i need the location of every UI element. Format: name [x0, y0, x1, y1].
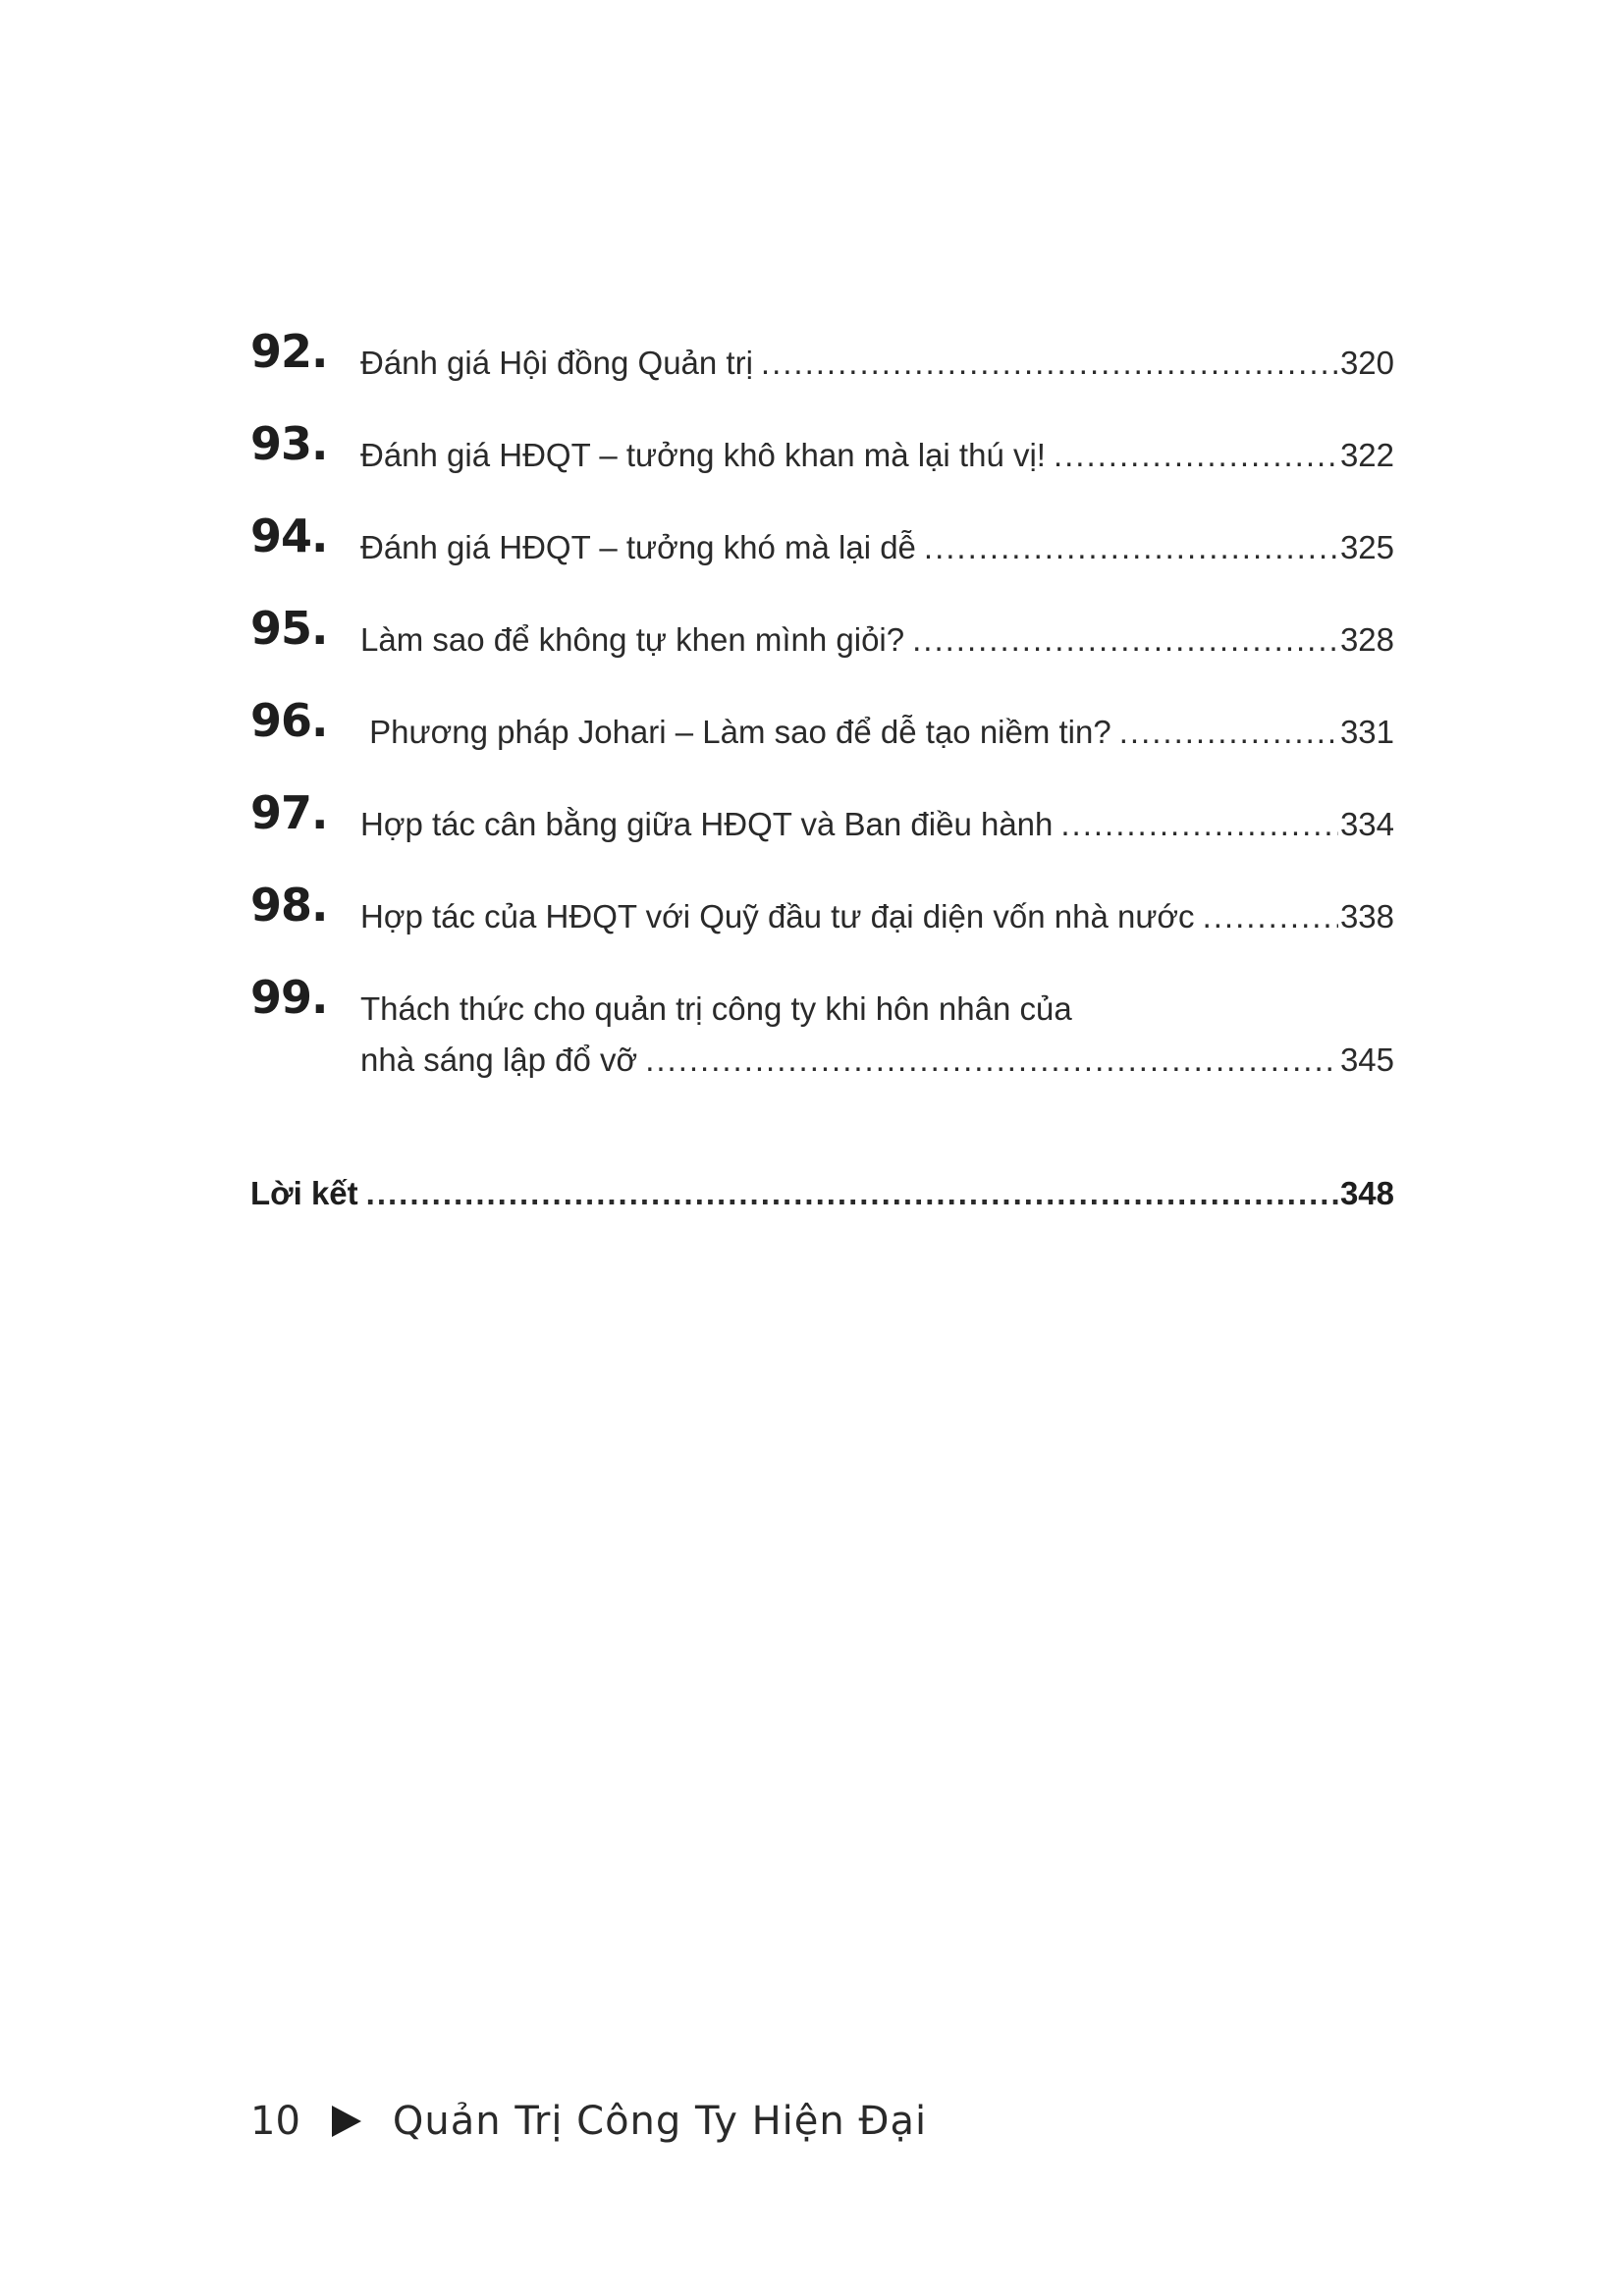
entry-number: 93.: [250, 417, 328, 470]
entry-title: Hợp tác cân bằng giữa HĐQT và Ban điều hành: [360, 806, 1054, 842]
entry-title: Đánh giá HĐQT – tưởng khô khan mà lại thú vị!: [360, 437, 1046, 473]
entry-title-line-2: nhà sáng lập đổ vỡ: [360, 1041, 638, 1078]
entry-title: Đánh giá Hội đồng Quản trị: [360, 345, 753, 381]
entry-title: Phương pháp Johari – Làm sao để dễ tạo niềm tin?: [360, 714, 1111, 750]
play-triangle-icon: [332, 2106, 361, 2137]
entry-page: 320: [1339, 345, 1394, 381]
dot-leader: [1203, 891, 1338, 942]
dot-leader: [1119, 707, 1338, 758]
book-title: Quản Trị Công Ty Hiện Đại: [392, 2099, 928, 2144]
toc-entry-92[interactable]: [250, 324, 1394, 416]
dot-leader: [1060, 799, 1338, 850]
dot-leader: [1054, 430, 1338, 481]
entry-page: 345: [1339, 1041, 1394, 1078]
toc-closing-entry[interactable]: [250, 1168, 1394, 1219]
entry-number: 94.: [250, 509, 328, 562]
toc-entry-97[interactable]: [250, 785, 1394, 878]
entry-number: 98.: [250, 879, 328, 932]
entry-number: 92.: [250, 325, 328, 378]
toc-entry-93[interactable]: [250, 416, 1394, 508]
toc-entry-96[interactable]: [250, 693, 1394, 785]
entry-page: 322: [1339, 437, 1394, 473]
closing-page: 348: [1339, 1175, 1394, 1211]
entry-page: 334: [1339, 806, 1394, 842]
entry-title: Làm sao để không tự khen mình giỏi?: [360, 621, 905, 658]
closing-title: Lời kết: [250, 1175, 358, 1211]
entry-page: 328: [1339, 621, 1394, 658]
toc-entry-94[interactable]: [250, 508, 1394, 601]
entry-title: Hợp tác của HĐQT với Quỹ đầu tư đại diện vốn nhà nước: [360, 898, 1195, 934]
dot-leader: [912, 614, 1338, 666]
dot-leader: [645, 1035, 1338, 1086]
page-number: 10: [250, 2099, 300, 2144]
toc-entry-99[interactable]: [250, 970, 1394, 1099]
table-of-contents: [250, 324, 1394, 1099]
entry-number: 96.: [250, 694, 328, 747]
entry-page: 331: [1339, 714, 1394, 750]
toc-entry-95[interactable]: [250, 601, 1394, 693]
entry-number: 97.: [250, 786, 328, 839]
entry-number: 99.: [250, 971, 328, 1024]
dot-leader: [366, 1168, 1338, 1219]
toc-entry-98[interactable]: [250, 878, 1394, 970]
entry-title: Đánh giá HĐQT – tưởng khó mà lại dễ: [360, 529, 916, 565]
entry-page: 338: [1339, 898, 1394, 934]
page-footer: [250, 2099, 927, 2144]
dot-leader: [761, 338, 1338, 389]
entry-page: 325: [1339, 529, 1394, 565]
dot-leader: [924, 522, 1338, 573]
entry-number: 95.: [250, 602, 328, 655]
entry-title-line-1: Thách thức cho quản trị công ty khi hôn nhân của: [360, 990, 1072, 1027]
